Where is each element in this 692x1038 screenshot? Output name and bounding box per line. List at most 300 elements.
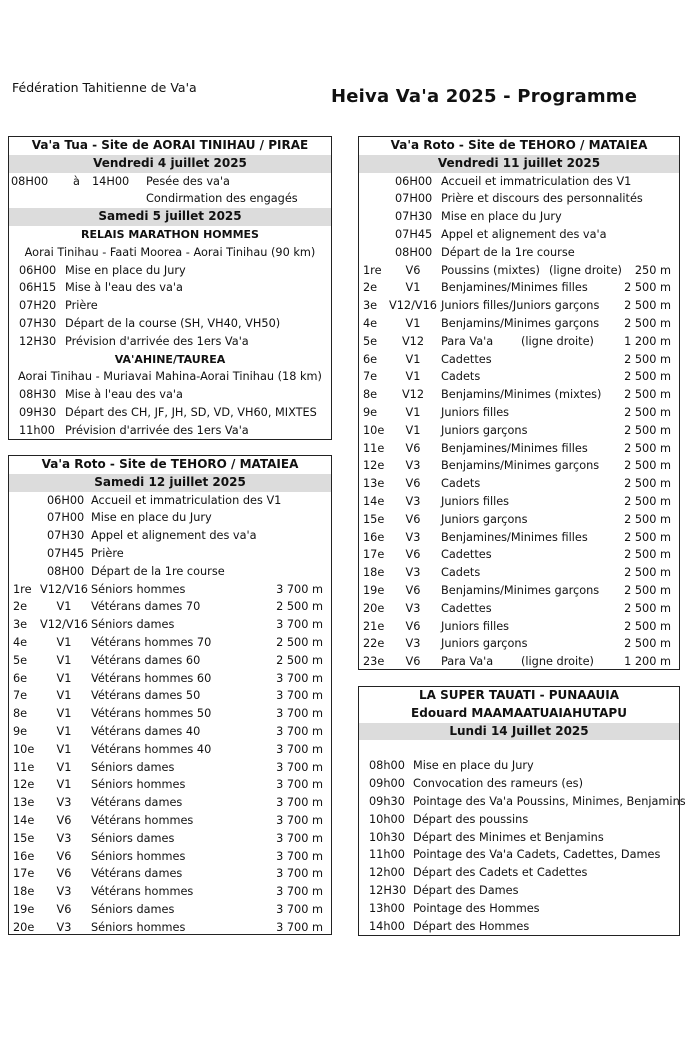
race-row	[359, 386, 679, 404]
event-label: Prévision d'arrivée des 1ers Va'a	[65, 334, 249, 348]
race-distance: 3 700 m	[276, 778, 323, 792]
race-number: 6e	[13, 671, 28, 685]
race-number: 2e	[13, 600, 28, 614]
race-row	[359, 422, 679, 440]
race-number: 14e	[13, 813, 35, 827]
race-distance: 2 500 m	[624, 583, 671, 597]
time-cell: 08H00	[47, 564, 85, 578]
time-cell: 07H45	[395, 227, 433, 241]
race-distance: 3 700 m	[276, 813, 323, 827]
vaa-roto-vendredi-box	[358, 136, 680, 670]
time-cell: 07H45	[47, 546, 85, 560]
boat-type: V3	[405, 566, 421, 580]
race-distance: 3 700 m	[276, 902, 323, 916]
race-distance: 2 500 m	[624, 316, 671, 330]
race-row	[9, 919, 331, 937]
day-header: Lundi 14 Juillet 2025	[359, 723, 679, 741]
boat-type: V1	[405, 423, 421, 437]
time-separator: à	[73, 174, 80, 188]
race-number: 17e	[13, 867, 35, 881]
time-from: 08H00	[11, 174, 49, 188]
race-row	[359, 475, 679, 493]
race-distance: 2 500 m	[624, 459, 671, 473]
race-row	[9, 901, 331, 919]
time-cell: 08H30	[19, 388, 57, 402]
race-number: 13e	[363, 477, 385, 491]
race-number: 4e	[363, 316, 378, 330]
time-cell: 12H30	[19, 334, 57, 348]
race-row	[9, 670, 331, 688]
race-number: 11e	[13, 760, 35, 774]
time-cell: 06H00	[47, 493, 85, 507]
race-category: Juniors garçons	[441, 637, 528, 651]
race-distance: 3 700 m	[276, 707, 323, 721]
race-category: Vétérans dames	[91, 867, 183, 881]
race-category: Benjamins/Minimes garçons	[441, 583, 600, 597]
race-distance: 2 500 m	[624, 530, 671, 544]
boat-type: V6	[405, 583, 421, 597]
race-distance: 2 500 m	[624, 370, 671, 384]
race-category: Vétérans hommes 60	[91, 671, 212, 685]
event-label: Appel et alignement des va'a	[91, 529, 257, 543]
race-category: Para Va'a	[441, 655, 494, 669]
race-category: Cadettes	[441, 548, 492, 562]
race-category: Vétérans hommes 70	[91, 635, 212, 649]
boat-type: V12/V16	[388, 299, 437, 313]
race-number: 21e	[363, 619, 385, 633]
day-header: Samedi 5 juillet 2025	[9, 208, 331, 226]
race-distance: 3 700 m	[276, 796, 323, 810]
race-category: Juniors filles/Juniors garçons	[441, 299, 600, 313]
schedule-row	[359, 864, 679, 882]
schedule-row	[359, 882, 679, 900]
race-row	[9, 865, 331, 883]
event-label: Convocation des rameurs (es)	[413, 777, 583, 791]
race-distance: 2 500 m	[624, 494, 671, 508]
race-row	[359, 457, 679, 475]
race-distance: 3 700 m	[276, 671, 323, 685]
time-cell: 06H15	[19, 281, 57, 295]
race-number: 18e	[363, 566, 385, 580]
federation-name: Fédération Tahitienne de Va'a	[12, 80, 197, 95]
event-label: Appel et alignement des va'a	[441, 227, 607, 241]
race-distance: 3 700 m	[276, 920, 323, 934]
race-category: Cadettes	[441, 601, 492, 615]
race-number: 9e	[13, 724, 28, 738]
page-title: Heiva Va'a 2025 - Programme	[331, 86, 638, 107]
race-number: 14e	[363, 494, 385, 508]
boat-type: V1	[56, 760, 72, 774]
race-row	[9, 634, 331, 652]
race-category: Vétérans dames 60	[91, 653, 201, 667]
time-cell: 11h00	[369, 848, 405, 862]
event-label: Départ de la 1re course	[91, 564, 225, 578]
boat-type: V6	[56, 849, 72, 863]
race-number: 15e	[13, 831, 35, 845]
boat-type: V1	[56, 635, 72, 649]
confirm-row	[9, 190, 331, 208]
race-row	[359, 333, 679, 351]
race-row	[359, 653, 679, 671]
race-category: Benjamines/Minimes filles	[441, 281, 588, 295]
race-category: Séniors dames	[91, 760, 175, 774]
race-row	[9, 812, 331, 830]
race-number: 15e	[363, 512, 385, 526]
race-row	[359, 351, 679, 369]
race-row	[9, 794, 331, 812]
race-row	[359, 546, 679, 564]
vaa-tua-programme-box	[8, 136, 332, 440]
race-row	[9, 705, 331, 723]
race-number: 7e	[13, 689, 28, 703]
race-category: Séniors hommes	[91, 920, 186, 934]
race-number: 19e	[363, 583, 385, 597]
boat-type: V1	[405, 281, 421, 295]
boat-type: V3	[405, 530, 421, 544]
race-category: Juniors filles	[441, 405, 510, 419]
race-category: Benjamins/Minimes garçons	[441, 316, 600, 330]
schedule-row	[9, 509, 331, 527]
boat-type: V6	[405, 441, 421, 455]
race-distance: 3 700 m	[276, 831, 323, 845]
boat-type: V12	[401, 334, 425, 348]
boat-type: V6	[405, 512, 421, 526]
event-label: Accueil et immatriculation des V1	[441, 174, 632, 188]
race-row	[9, 776, 331, 794]
race-number: 17e	[363, 548, 385, 562]
race-number: 10e	[363, 423, 385, 437]
race-category: Juniors garçons	[441, 423, 528, 437]
boat-type: V6	[56, 867, 72, 881]
time-cell: 11h00	[19, 423, 55, 437]
race-row	[359, 600, 679, 618]
race-category: Benjamins/Minimes garçons	[441, 459, 600, 473]
boat-type: V1	[405, 316, 421, 330]
boat-type: V1	[56, 707, 72, 721]
time-cell: 06H00	[395, 174, 433, 188]
schedule-row	[9, 404, 331, 422]
schedule-row	[359, 918, 679, 936]
schedule-row	[9, 422, 331, 440]
boat-type: V3	[56, 920, 72, 934]
race-distance: 2 500 m	[624, 566, 671, 580]
race-row	[9, 741, 331, 759]
schedule-row	[359, 811, 679, 829]
boat-type: V3	[56, 885, 72, 899]
race-category: Séniors dames	[91, 902, 175, 916]
race-row	[9, 848, 331, 866]
time-cell: 14h00	[369, 919, 405, 933]
schedule-row	[9, 527, 331, 545]
schedule-row	[359, 226, 679, 244]
race-row	[9, 759, 331, 777]
box-subtitle: Edouard MAAMAATUAIAHUTAPU	[411, 705, 627, 720]
event-label: Accueil et immatriculation des V1	[91, 493, 282, 507]
race-distance: 2 500 m	[624, 388, 671, 402]
box-title: LA SUPER TAUATI - PUNAAUIA	[418, 688, 620, 702]
boat-type: V12/V16	[39, 618, 88, 632]
schedule-row	[359, 829, 679, 847]
race-number: 19e	[13, 902, 35, 916]
time-cell: 10h30	[369, 830, 405, 844]
event-label: Mise en place du Jury	[413, 759, 534, 773]
race-note: (ligne droite)	[549, 263, 622, 277]
race-category: Cadettes	[441, 352, 492, 366]
race-number: 22e	[363, 637, 385, 651]
event-label: Pointage des Va'a Cadets, Cadettes, Dames	[413, 848, 661, 862]
boat-type: V1	[56, 742, 72, 756]
boat-type: V3	[405, 459, 421, 473]
schedule-row	[9, 279, 331, 297]
race-number: 7e	[363, 370, 378, 384]
event-label: Mise en place du Jury	[91, 511, 212, 525]
time-cell: 07H30	[19, 316, 57, 330]
event-label: Prévision d'arrivée des 1ers Va'a	[65, 423, 249, 437]
boat-type: V1	[405, 405, 421, 419]
race-row	[359, 618, 679, 636]
race-category: Juniors filles	[441, 494, 510, 508]
event-label: Pointage des Va'a Poussins, Minimes, Benjamins	[413, 794, 686, 808]
race-distance: 3 700 m	[276, 742, 323, 756]
race-category: Benjamines/Minimes filles	[441, 441, 588, 455]
route-text: Aorai Tinihau - Muriavai Mahina-Aorai Tinihau (18 km)	[18, 370, 322, 384]
event-label: Prière	[91, 546, 124, 560]
race-category: Vétérans dames 70	[91, 600, 201, 614]
race-number: 20e	[363, 601, 385, 615]
race-number: 10e	[13, 742, 35, 756]
race-distance: 3 700 m	[276, 618, 323, 632]
race-number: 11e	[363, 441, 385, 455]
boat-type: V6	[405, 477, 421, 491]
boat-type: V1	[56, 653, 72, 667]
race-row	[359, 582, 679, 600]
boat-type: V6	[56, 813, 72, 827]
race-number: 16e	[363, 530, 385, 544]
time-cell: 07H30	[47, 529, 85, 543]
race-number: 1re	[363, 263, 382, 277]
race-number: 18e	[13, 885, 35, 899]
boat-type: V1	[405, 352, 421, 366]
race-row	[359, 315, 679, 333]
race-category: Cadets	[441, 370, 481, 384]
boat-type: V6	[405, 619, 421, 633]
race-category: Cadets	[441, 477, 481, 491]
race-category: Séniors dames	[91, 831, 175, 845]
race-distance: 3 700 m	[276, 582, 323, 596]
event-label: Prière et discours des personnalités	[441, 192, 643, 206]
race-row	[9, 598, 331, 616]
race-category: Poussins (mixtes)	[441, 263, 540, 277]
race-distance: 2 500 m	[276, 600, 323, 614]
schedule-row	[359, 793, 686, 811]
race-category: Para Va'a	[441, 334, 494, 348]
race-number: 1re	[13, 582, 32, 596]
race-number: 12e	[363, 459, 385, 473]
race-category: Vétérans dames	[91, 796, 183, 810]
race-distance: 2 500 m	[624, 619, 671, 633]
race-category: Cadets	[441, 566, 481, 580]
weigh-in-row	[9, 173, 331, 191]
schedule-row	[359, 190, 679, 208]
race-category: Juniors garçons	[441, 512, 528, 526]
event-label: Départ des Dames	[413, 883, 519, 897]
schedule-row	[359, 846, 679, 864]
race-distance: 2 500 m	[624, 405, 671, 419]
race-row	[359, 279, 679, 297]
race-distance: 3 700 m	[276, 724, 323, 738]
race-distance: 250 m	[634, 263, 671, 277]
race-distance: 1 200 m	[624, 334, 671, 348]
boat-type: V1	[405, 370, 421, 384]
box-title: Va'a Tua - Site de AORAI TINIHAU / PIRAE	[31, 138, 309, 152]
race-number: 23e	[363, 655, 385, 669]
section-title: RELAIS MARATHON HOMMES	[81, 227, 259, 241]
boat-type: V6	[405, 263, 421, 277]
race-distance: 2 500 m	[624, 281, 671, 295]
race-distance: 2 500 m	[624, 637, 671, 651]
time-cell: 06H00	[19, 263, 57, 277]
boat-type: V1	[56, 778, 72, 792]
event-label: Départ de la 1re course	[441, 245, 575, 259]
race-category: Séniors hommes	[91, 849, 186, 863]
schedule-row	[9, 563, 331, 581]
race-number: 3e	[13, 618, 28, 632]
race-distance: 1 200 m	[624, 655, 671, 669]
time-cell: 12H30	[369, 883, 407, 897]
day-header: Samedi 12 juillet 2025	[9, 474, 331, 492]
race-distance: 2 500 m	[624, 423, 671, 437]
race-row	[359, 493, 679, 511]
race-category: Vétérans hommes 40	[91, 742, 212, 756]
race-row	[359, 262, 679, 280]
time-cell: 08H00	[395, 245, 433, 259]
time-cell: 12h00	[369, 866, 405, 880]
race-number: 6e	[363, 352, 378, 366]
time-cell: 09H30	[19, 405, 57, 419]
race-note: (ligne droite)	[521, 334, 594, 348]
race-row	[359, 440, 679, 458]
boat-type: V3	[405, 494, 421, 508]
race-row	[9, 830, 331, 848]
race-row	[359, 564, 679, 582]
event-label: Prière	[65, 299, 98, 313]
vaa-roto-samedi-box	[8, 455, 332, 935]
race-category: Séniors hommes	[91, 582, 186, 596]
event-label: Mise à l'eau des va'a	[65, 281, 183, 295]
boat-type: V12	[401, 388, 425, 402]
time-cell: 09h30	[369, 794, 405, 808]
race-distance: 2 500 m	[624, 512, 671, 526]
race-number: 5e	[13, 653, 28, 667]
schedule-row	[9, 262, 331, 280]
race-number: 12e	[13, 778, 35, 792]
race-number: 13e	[13, 796, 35, 810]
race-category: Séniors hommes	[91, 778, 186, 792]
race-category: Vétérans hommes	[91, 885, 194, 899]
race-row	[359, 297, 679, 315]
race-distance: 2 500 m	[624, 601, 671, 615]
schedule-row	[359, 173, 679, 191]
race-row	[359, 368, 679, 386]
route-text: Aorai Tinihau - Faati Moorea - Aorai Tinihau (90 km)	[24, 245, 316, 259]
race-number: 8e	[363, 388, 378, 402]
schedule-row	[9, 545, 331, 563]
race-distance: 2 500 m	[624, 299, 671, 313]
boat-type: V1	[56, 724, 72, 738]
time-cell: 07H00	[47, 511, 85, 525]
box-title: Va'a Roto - Site de TEHORO / MATAIEA	[41, 457, 299, 471]
time-cell: 09h00	[369, 777, 405, 791]
race-row	[9, 581, 331, 599]
race-category: Benjamins/Minimes (mixtes)	[441, 388, 602, 402]
race-category: Vétérans hommes 50	[91, 707, 212, 721]
time-cell: 08h00	[369, 759, 405, 773]
box-title: Va'a Roto - Site de TEHORO / MATAIEA	[390, 138, 648, 152]
race-distance: 3 700 m	[276, 849, 323, 863]
schedule-row	[359, 775, 679, 793]
race-distance: 2 500 m	[276, 635, 323, 649]
race-category: Vétérans dames 50	[91, 689, 201, 703]
schedule-row	[9, 386, 331, 404]
boat-type: V6	[405, 655, 421, 669]
race-row	[9, 883, 331, 901]
race-distance: 2 500 m	[624, 441, 671, 455]
race-number: 4e	[13, 635, 28, 649]
boat-type: V6	[405, 548, 421, 562]
boat-type: V3	[405, 637, 421, 651]
schedule-row	[359, 900, 679, 918]
race-category: Juniors filles	[441, 619, 510, 633]
race-distance: 2 500 m	[624, 477, 671, 491]
super-tauati-box	[358, 686, 686, 936]
day-header: Vendredi 4 juillet 2025	[9, 155, 331, 173]
event-label: Départ des Cadets et Cadettes	[413, 866, 588, 880]
race-category: Vétérans hommes	[91, 813, 194, 827]
event-label: Pesée des va'a	[146, 174, 230, 188]
day-header: Vendredi 11 juillet 2025	[359, 155, 679, 173]
race-distance: 3 700 m	[276, 760, 323, 774]
race-number: 2e	[363, 281, 378, 295]
section-title: VA'AHINE/TAUREA	[114, 352, 226, 366]
race-number: 16e	[13, 849, 35, 863]
boat-type: V3	[56, 831, 72, 845]
event-label: Mise en place du Jury	[441, 210, 562, 224]
race-number: 9e	[363, 405, 378, 419]
race-distance: 2 500 m	[624, 548, 671, 562]
race-row	[359, 529, 679, 547]
race-number: 8e	[13, 707, 28, 721]
event-label: Départ des Hommes	[413, 919, 530, 933]
event-label: Mise à l'eau des va'a	[65, 388, 183, 402]
event-label: Départ des poussins	[413, 812, 529, 826]
event-label: Départ de la course (SH, VH40, VH50)	[65, 316, 281, 330]
race-note: (ligne droite)	[521, 655, 594, 669]
event-label: Départ des Minimes et Benjamins	[413, 830, 604, 844]
boat-type: V1	[56, 689, 72, 703]
boat-type: V12/V16	[39, 582, 88, 596]
time-cell: 10h00	[369, 812, 405, 826]
race-row	[9, 652, 331, 670]
boat-type: V6	[56, 902, 72, 916]
race-row	[9, 616, 331, 634]
schedule-row	[359, 244, 679, 262]
event-label: Pointage des Hommes	[413, 901, 540, 915]
race-row	[359, 511, 679, 529]
boat-type: V1	[56, 600, 72, 614]
schedule-row	[9, 297, 331, 315]
boat-type: V3	[405, 601, 421, 615]
time-to: 14H00	[92, 174, 130, 188]
